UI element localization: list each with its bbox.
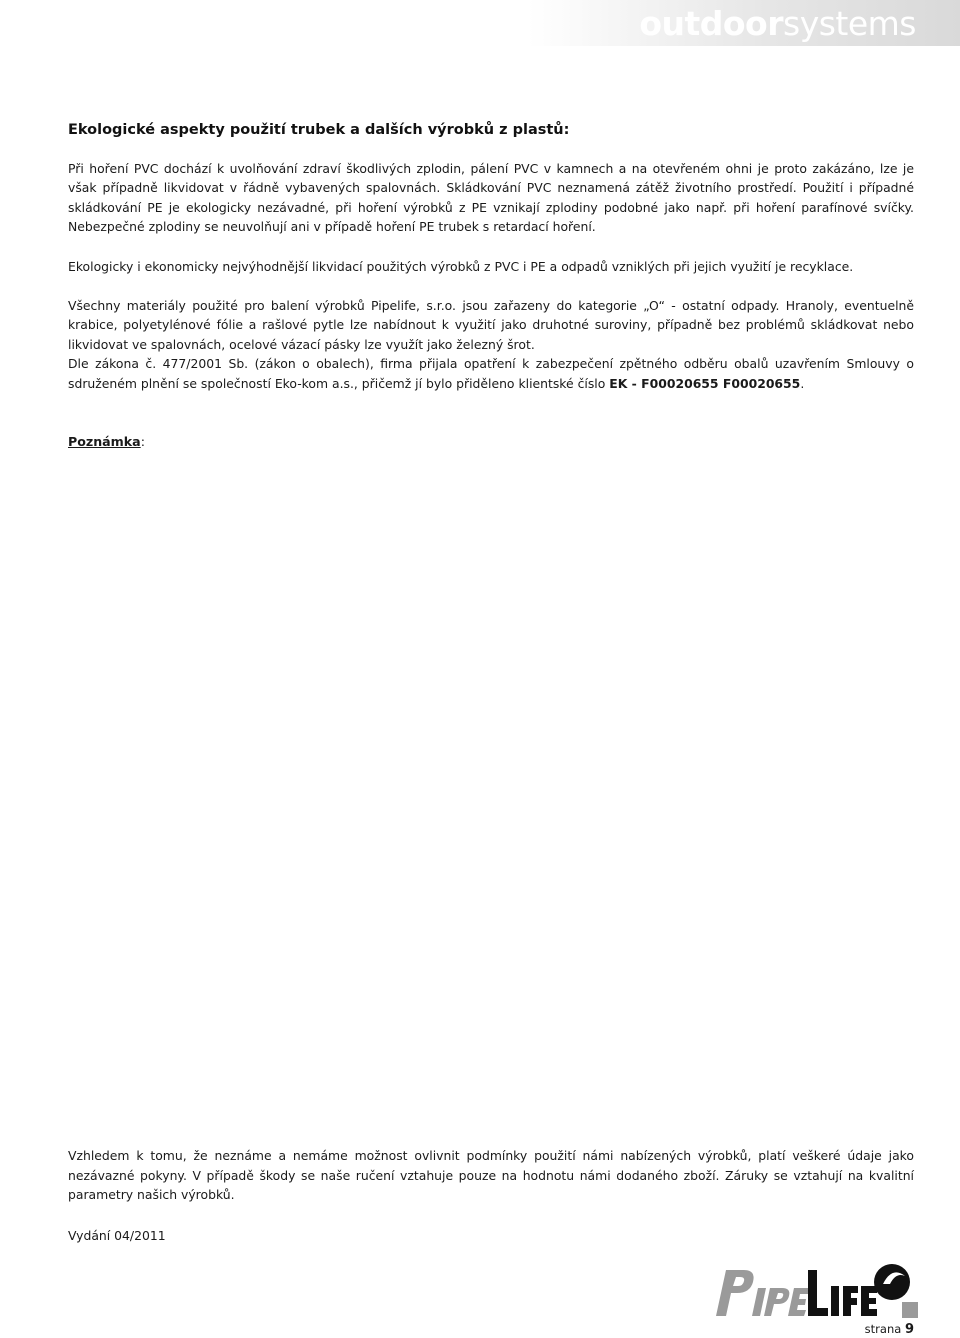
pipelife-logo [706,1262,918,1318]
packaging-law-text [68,354,914,393]
note-label: Poznámka [68,434,141,449]
client-number: EK - F00020655 F00020655 [609,375,801,391]
section-title: Ekologické aspekty použití trubek a dalších výrobků z plastů: [68,122,570,138]
note-colon: : [140,434,145,449]
page-number-value: 9 [904,1322,914,1337]
law-text-prefix: Dle zákona č. 477/2001 Sb. (zákon o obalech), firma přijala opatření k zabezpečení zpětného odběru obalů uzavřením Smlouvy o sdruženém plnění se společností Eko-kom a.s., přičemž jí bylo přiděleno klientské číslo [68,356,914,391]
pipelife-logo-icon [706,1262,918,1318]
header-band [0,0,960,46]
note-heading [68,432,145,451]
paragraph-combustion: Při hoření PVC dochází k uvolňování zdraví škodlivých zplodin, pálení PVC v kamnech a na otevřeném ohni je proto zakázáno, lze je však případně likvidovat v řádně vybavených spalovnách. Skládkování PVC neznamená zátěž životního prostředí. Použití i případné skládkování PE je ekologicky nezávadné, při hoření výrobků z PE vznikají zplodiny podobné jako např. při hoření parafínové svíčky. Nebezpečné zplodiny se neuvolňují ani v případě hoření PE trubek s retardací hoření. [68,161,914,235]
page-label: strana [864,1322,902,1336]
paragraph-packaging [68,296,914,393]
brand-bold: outdoor [639,4,783,43]
paragraph-recycling: Ekologicky i ekonomicky nejvýhodnější likvidací použitých výrobků z PVC i PE a odpadů vzniklých při jejich využití je recyklace. [68,259,854,274]
packaging-text: Všechny materiály použité pro balení výrobků Pipelife, s.r.o. jsou zařazeny do kategorie „O“ - ostatní odpady. Hranoly, eventuelně krabice, polyetylénové fólie a rašlové pytle lze nabídnout k využití jako druhotné suroviny, případně bez problémů skládkovat nebo likvidovat ve spalovnách, ocelové vázací pásky lze využít jako železný šrot. [68,298,914,352]
brand-wordmark [639,2,916,46]
edition-date: Vydání 04/2011 [68,1228,166,1243]
brand-light: systems [783,4,916,43]
disclaimer: Vzhledem k tomu, že neznáme a nemáme možnost ovlivnit podmínky použití námi nabízených výrobků, platí veškeré údaje jako nezávazné pokyny. V případě škody se naše ručení vztahuje pouze na hodnotu námi dodaného zboží. Záruky se vztahují na kvalitní parametry našich výrobků. [68,1148,914,1203]
law-text-suffix: . [800,375,805,391]
page-number [865,1321,914,1338]
